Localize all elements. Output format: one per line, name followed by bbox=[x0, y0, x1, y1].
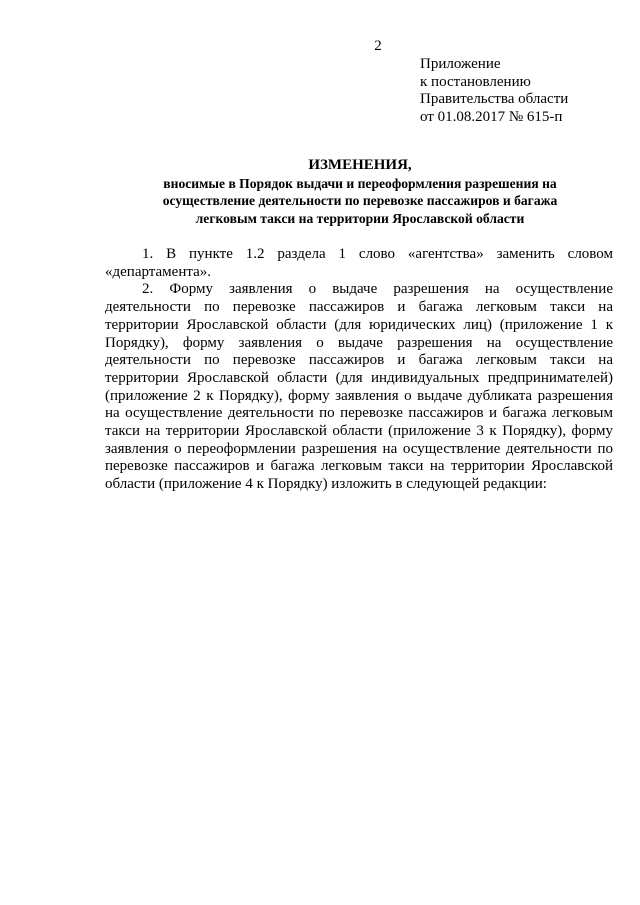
title-subtitle-line: осуществление деятельности по перевозке пассажиров и багажа bbox=[162, 193, 558, 208]
paragraph-2: 2. Форму заявления о выдаче разрешения на осуществление деятельности по перевозке пассажиров и багажа легковым такси на территории Ярославской области (для юридических лиц) (приложение 1 к Порядку), форму заявления о выдаче разрешения на осуществление деятельности по перевозке пассажиров и багажа легковым такси на территории Ярославской области (для индивидуальных предпринимателей) (приложение 2 к Порядку), форму заявления о выдаче дубликата разрешения на осуществление деятельности по перевозке пассажиров и багажа легковым такси на территории Ярославской области (приложение 3 к Порядку), форму заявления о переоформлении разрешения на осуществление деятельности по перевозке пассажиров и багажа легковым такси на территории Ярославской области (приложение 4 к Порядку) изложить в следующей редакции: bbox=[105, 281, 613, 493]
appendix-line: Правительства области bbox=[420, 91, 569, 107]
title-subtitle-line: вносимые в Порядок выдачи и переоформления разрешения на bbox=[163, 175, 557, 191]
appendix-line: к постановлению bbox=[420, 73, 531, 90]
title-subtitle-line: легковым такси на территории Ярославской области bbox=[195, 210, 525, 226]
document-body bbox=[105, 246, 613, 494]
appendix-line: Приложение bbox=[420, 56, 501, 72]
page-number: 2 bbox=[374, 38, 382, 54]
paragraph-1: 1. В пункте 1.2 раздела 1 слово «агентства» заменить словом «департамента». bbox=[105, 246, 613, 280]
title-heading: ИЗМЕНЕНИЯ, bbox=[308, 157, 412, 173]
appendix-header bbox=[420, 56, 568, 126]
appendix-line: от 01.08.2017 № 615-п bbox=[420, 108, 563, 125]
document-title bbox=[120, 157, 600, 227]
